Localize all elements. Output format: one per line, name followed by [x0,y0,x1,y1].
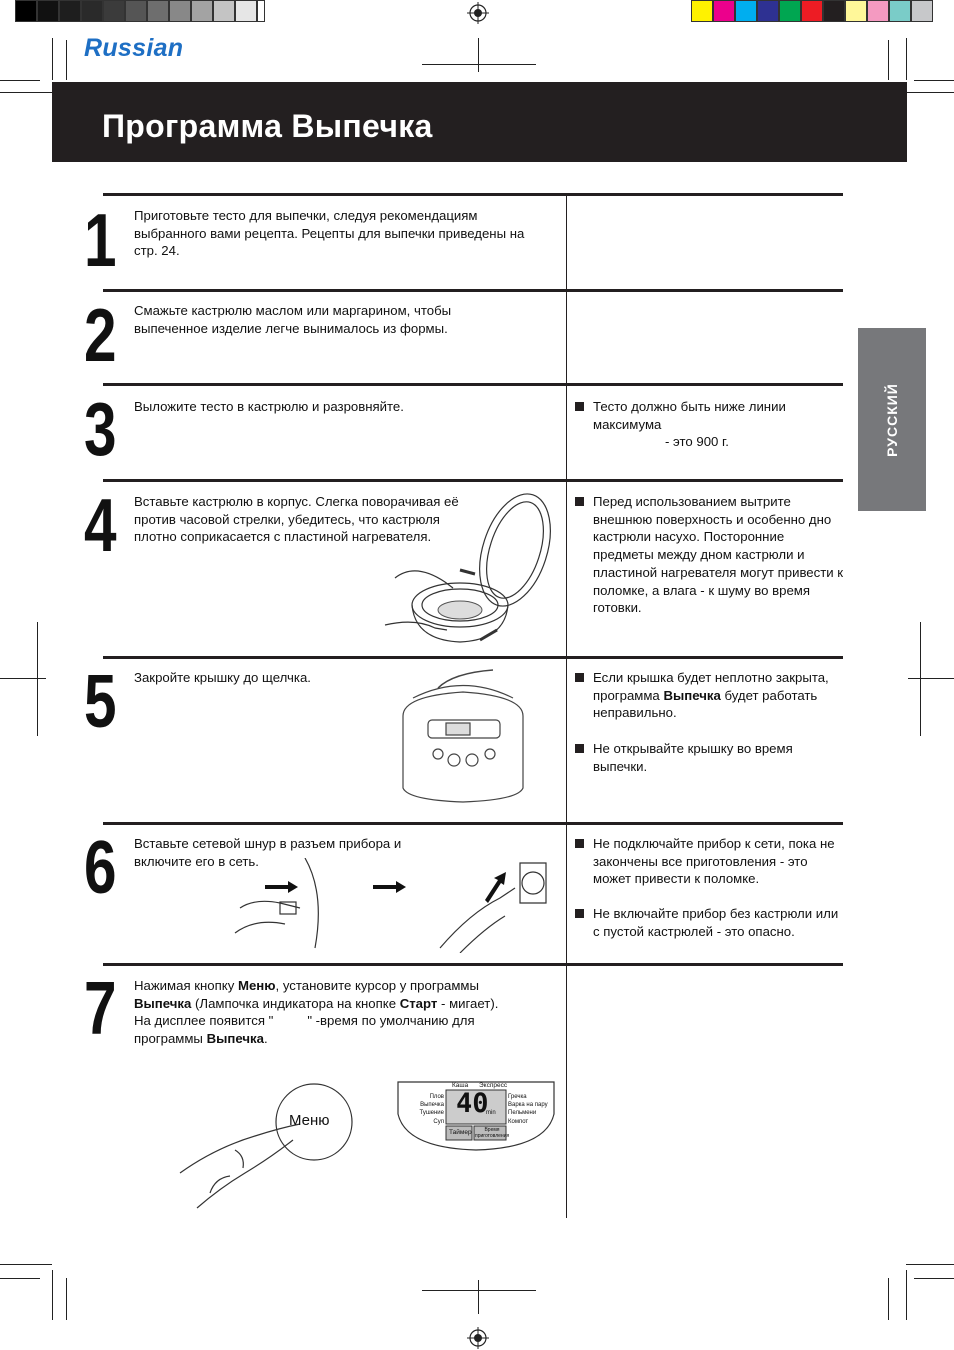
step-divider [103,479,843,482]
title-banner [52,82,907,162]
step-number: 5 [84,659,117,743]
bullet-square [575,744,584,753]
text-part: программы [134,1031,203,1047]
column-divider [566,196,567,1218]
step-6-note-2 [575,905,845,940]
step-6-text: Вставьте сетевой шнур в разъем прибора и включите его в сеть. [134,836,402,869]
step-7-text [134,977,544,1048]
side-tab-label: РУССКИЙ [884,382,900,457]
text-part: Нажимая кнопку [134,978,235,993]
panel-item: Компот [508,1118,529,1125]
step-4-text: Вставьте кастрюлю в корпус. Слегка поворачивая её против часовой стрелки, убедитесь, что кастрюля плотно соприкасается с пластиной нагревателя. [134,494,459,545]
closed-cooker-illustration [398,668,528,810]
note-text: Не открывайте крышку во время выпечки. [593,741,793,774]
note-text [593,669,845,722]
note-text: Не подключайте прибор к сети, пока не закончены все приготовления - это может привести к поломке. [593,836,835,887]
text-part: . [263,1031,268,1047]
registration-target-bottom [467,1327,489,1349]
step-4-note [575,493,845,617]
note-text-part: будет работать неправильно. [593,687,818,721]
step-5-note-1 [575,669,845,722]
bold-program: Выпечка [206,1031,264,1047]
step-5-text: Закройте крышку до щелчка. [134,670,311,685]
language-side-tab [858,328,926,511]
step-1-text: Приготовьте тесто для выпечки, следуя рекомендациям выбранного вами рецепта. Рецепты для выпечки приведены на стр. 24. [134,208,525,259]
step-7-line [134,1012,544,1030]
step-divider [103,289,843,292]
registration-target-top [467,2,489,24]
panel-item: Суп [433,1118,444,1125]
note-text: Тесто должно быть ниже линии максимума [593,399,786,432]
step-3-note [575,398,815,451]
note-bold-program: Выпечка [663,687,721,703]
bullet-square [575,402,584,411]
text-part: (Лампочка индикатора на кнопке [195,995,397,1011]
text-part: , установите курсор у программы [275,978,479,993]
note-text-part: Если крышка будет неплотно закрыта, программа [593,670,829,703]
menu-button-label: Меню [289,1112,330,1129]
step-6-note-1 [575,835,845,888]
text-part: - мигает). [441,995,499,1011]
text-part: " -время по умолчанию для [307,1013,475,1029]
step-number: 3 [84,387,117,471]
step-number: 2 [84,293,117,377]
step-number: 6 [84,825,117,909]
panel-item: Варка на пару [508,1102,548,1109]
step-3-text: Выложите тесто в кастрюлю и разровняйте. [134,399,404,414]
bullet-square [575,497,584,506]
note-text: Перед использованием вытрите внешнюю поверхность и особенно дно кастрюли насухо. Посторонние предметы между дном кастрюли и пластиной нагревателя могут привести к поломке, а влага - к шуму во время готовки. [593,494,844,616]
step-divider [103,822,843,825]
panel-item: Пельмени [508,1110,537,1117]
bold-program: Выпечка [134,995,192,1011]
step-number: 1 [84,198,117,282]
note-text: Не включайте прибор без кастрюли или с пустой кастрюлей - это опасно. [593,906,839,939]
panel-display-value: 40 [456,1088,489,1119]
bold-menu: Меню [237,978,276,993]
step-number: 7 [84,966,117,1050]
panel-timer-label: Таймер [449,1129,472,1136]
step-number: 4 [84,483,117,567]
step-7-line [134,1030,544,1048]
panel-top-right: Экспресс [479,1082,508,1089]
pot-insertion-illustration [375,490,555,650]
step-7-line [134,995,544,1013]
panel-item: Тушение [419,1110,444,1117]
bullet-square [575,909,584,918]
step-divider [103,383,843,386]
panel-left-items [404,1093,444,1126]
panel-top-left: Каша [452,1082,469,1089]
step-divider [103,193,843,196]
panel-item: Гречка [508,1094,527,1100]
bullet-square [575,673,584,682]
text-part: На дисплее появится " [134,1013,274,1029]
page-title: Программа Выпечка [102,108,433,144]
panel-right-items [508,1093,556,1126]
note-text: - это 900 г. [665,434,729,450]
step-7-line [134,977,544,995]
panel-item: Плов [429,1094,444,1100]
power-cord-illustration [230,858,550,953]
hand-pressing-illustration [175,1078,365,1218]
bullet-square [575,839,584,848]
panel-display-unit: min [486,1110,496,1116]
step-divider [103,656,843,659]
step-divider [103,963,843,966]
step-2-text: Смажьте кастрюлю маслом или маргарином, чтобы выпеченное изделие легче вынималось из формы. [134,303,452,336]
panel-item: Выпечка [420,1102,444,1109]
language-label: Russian [84,34,184,62]
panel-cook-time-label: Время приготовления [475,1127,510,1139]
step-5-note-2 [575,740,845,775]
bold-start: Старт [399,995,438,1011]
